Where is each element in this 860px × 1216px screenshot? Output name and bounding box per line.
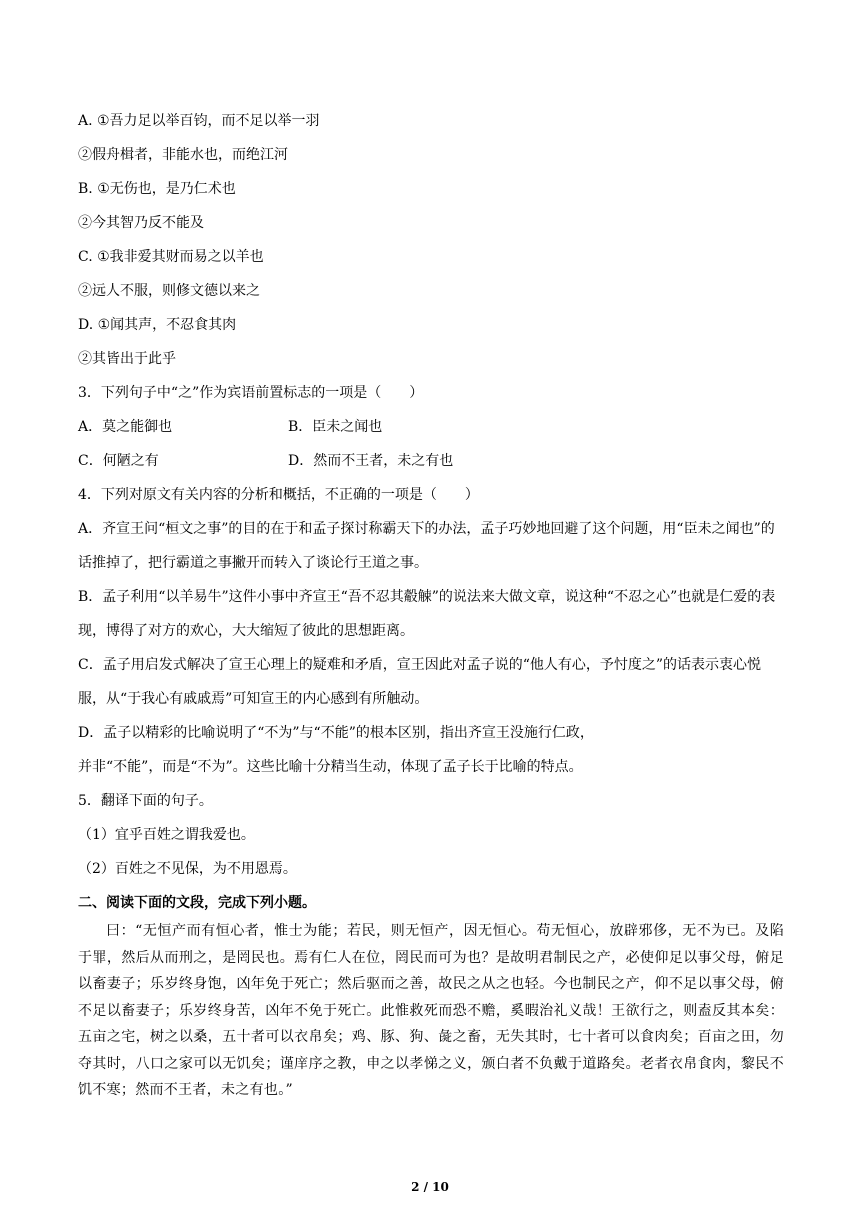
q2-option-b1: B. ①无伤也，是乃仁术也 <box>78 181 236 197</box>
q2-option-c2: ②远人不服，则修文德以来之 <box>78 283 260 299</box>
q4-option-c: C．孟子用启发式解决了宣王心理上的疑难和矛盾，宣王因此对孟子说的“他人有心，予忖度之”的话表示衷心悦服，从“于我心有戚戚焉”可知宣王的内心感到有所触动。 <box>78 657 762 707</box>
q2-option-b2: ②今其智乃反不能及 <box>78 215 204 231</box>
q4-option-d-line1: D．孟子以精彩的比喻说明了“不为”与“不能”的根本区别，指出齐宣王没施行仁政， <box>78 725 594 741</box>
q4-option-a: A．齐宣王问“桓文之事”的目的在于和孟子探讨称霸天下的办法，孟子巧妙地回避了这个问题，用“臣未之闻也”的话推掉了，把行霸道之事撇开而转入了谈论行王道之事。 <box>78 521 775 571</box>
q3-option-a: A．莫之能御也 <box>78 419 173 435</box>
q5-sentence-2: （2）百姓之不见保，为不用恩焉。 <box>78 861 297 877</box>
q3-option-d: D．然而不王者，未之有也 <box>288 453 454 469</box>
q4-option-d-line2: 并非“不能”，而是“不为”。这些比喻十分精当生动，体现了孟子长于比喻的特点。 <box>78 759 583 775</box>
q4-option-b: B．孟子利用“以羊易牛”这件小事中齐宣王“吾不忍其觳觫”的说法来大做文章，说这种“不忍之心”也就是仁爱的表现，博得了对方的欢心，大大缩短了彼此的思想距离。 <box>78 589 776 639</box>
q2-option-c1: C. ①我非爱其财而易之以羊也 <box>78 249 264 265</box>
q2-option-a1: A. ①吾力足以举百钧，而不足以举一羽 <box>78 113 320 129</box>
q3-options-row2 <box>78 444 784 478</box>
q2-option-a2: ②假舟楫者，非能水也，而绝江河 <box>78 147 288 163</box>
q3-option-c: C．何陋之有 <box>78 453 159 469</box>
q3-options-row1 <box>78 410 784 444</box>
q3-option-b: B．臣未之闻也 <box>288 419 383 435</box>
q5-stem: 5．翻译下面的句子。 <box>78 793 213 809</box>
section-heading: 二、阅读下面的文段，完成下列小题。 <box>78 895 316 911</box>
q4-stem: 4．下列对原文有关内容的分析和概括，不正确的一项是（ ） <box>78 487 479 503</box>
q3-stem: 3．下列句子中“之”作为宾语前置标志的一项是（ ） <box>78 385 424 401</box>
page-content <box>78 104 784 1104</box>
page-number: 2 / 10 <box>411 1180 449 1194</box>
q2-option-d1: D. ①闻其声，不忍食其肉 <box>78 317 237 333</box>
reading-passage: 曰：“无恒产而有恒心者，惟士为能；若民，则无恒产，因无恒心。苟无恒心，放辟邪侈，无不为已。及陷于罪，然后从而刑之，是罔民也。焉有仁人在位，罔民而可为也？是故明君制民之产，必使仰足以事父母，俯足以畜妻子；乐岁终身饱，凶年免于死亡；然后驱而之善，故民之从之也轻。今也制民之产，仰不足以事父母，俯不足以畜妻子；乐岁终身苦，凶年不免于死亡。此惟救死而恐不赡，奚暇治礼义哉！王欲行之，则盍反其本矣：五亩之宅，树之以桑，五十者可以衣帛矣；鸡、豚、狗、彘之畜，无失其时，七十者可以食肉矣；百亩之田，勿夺其时，八口之家可以无饥矣；谨庠序之教，申之以孝悌之义，颁白者不负戴于道路矣。老者衣帛食肉，黎民不饥不寒；然而不王者，未之有也。” <box>78 923 784 1098</box>
q2-option-d2: ②其皆出于此乎 <box>78 351 176 367</box>
q5-sentence-1: （1）宜乎百姓之谓我爱也。 <box>78 827 255 843</box>
